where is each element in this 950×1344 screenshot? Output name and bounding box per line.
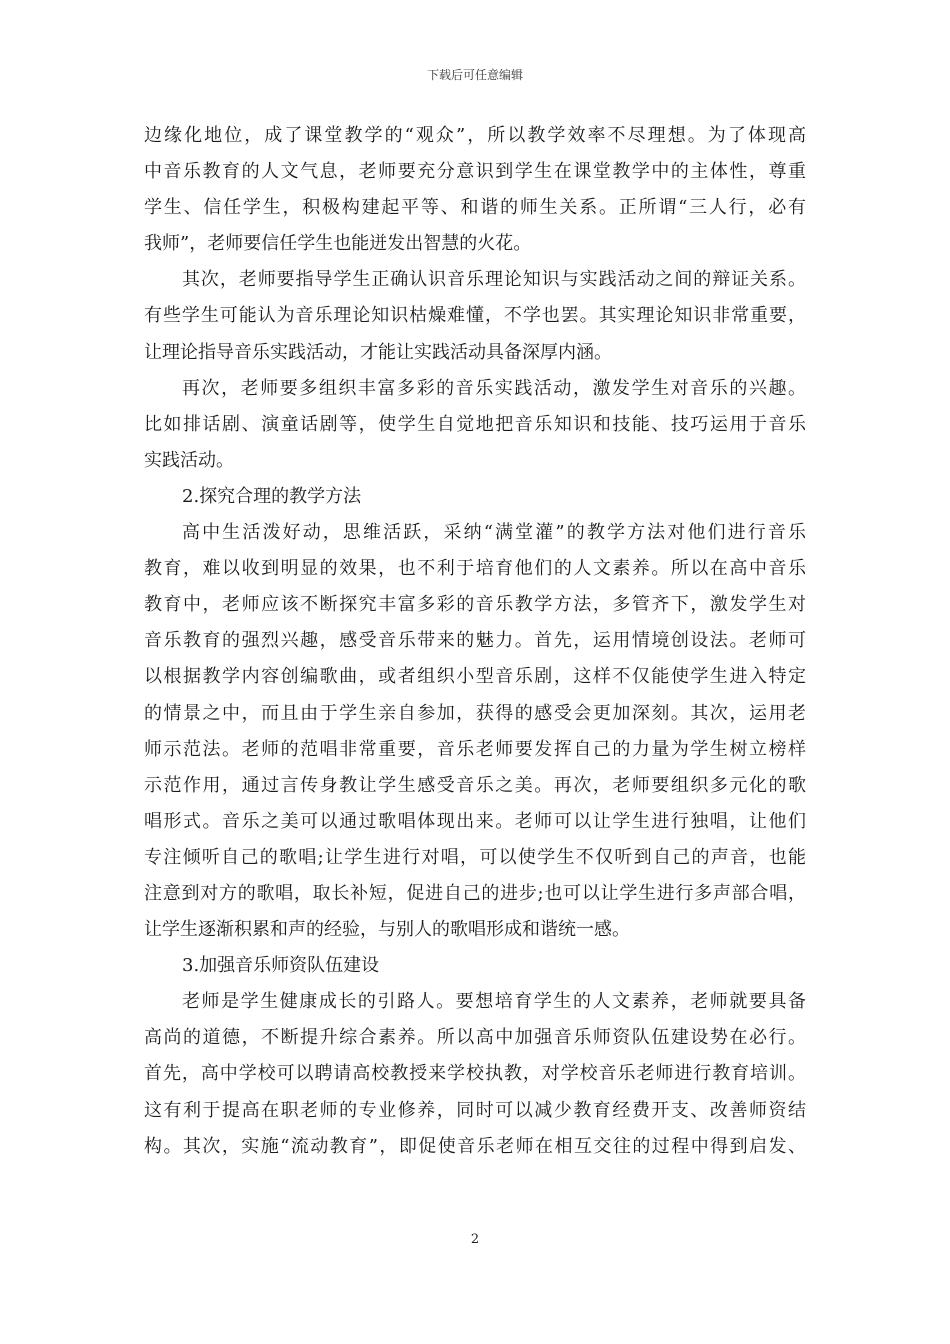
- text-line: 教育中，老师应该不断探究丰富多彩的音乐教学方法，多管齐下，激发学生对: [144, 594, 806, 616]
- text-line: 以根据教学内容创编歌曲，或者组织小型音乐剧，这样不仅能使学生进入特定: [144, 666, 806, 688]
- body-text: [144, 118, 806, 1165]
- text-line: 专注倾听自己的歌唱;让学生进行对唱，可以使学生不仅听到自己的声音，也能: [144, 846, 806, 868]
- text-line: 边缘化地位，成了课堂教学的“观众”，所以教学效率不尽理想。为了体现高: [144, 125, 806, 146]
- text-line: 唱形式。音乐之美可以通过歌唱体现出来。老师可以让学生进行独唱，让他们: [144, 810, 806, 832]
- text-line: 实践活动。: [144, 449, 234, 471]
- text-line: 再次，老师要多组织丰富多彩的音乐实践活动，激发学生对音乐的兴趣。: [182, 377, 806, 399]
- text-line: 老师是学生健康成长的引路人。要想培育学生的人文素养，老师就要具备: [182, 991, 806, 1013]
- section-heading: 2.探究合理的教学方法: [182, 485, 362, 507]
- text-line: 教育，难以收到明显的效果，也不利于培育他们的人文素养。所以在高中音乐: [144, 558, 806, 580]
- text-line: 师示范法。老师的范唱非常重要，音乐老师要发挥自己的力量为学生树立榜样: [144, 738, 806, 760]
- section-heading: 3.加强音乐师资队伍建设: [182, 955, 380, 977]
- page-header: 下载后可任意编辑: [426, 68, 523, 82]
- text-line: 的情景之中，而且由于学生亲自参加，获得的感受会更加深刻。其次，运用老: [144, 702, 806, 724]
- text-line: 构。其次，实施“流动教育”，即促使音乐老师在相互交往的过程中得到启发、: [144, 1135, 806, 1157]
- text-line: 首先，高中学校可以聘请高校教授来学校执教，对学校音乐老师进行教育培训。: [144, 1063, 806, 1085]
- text-line: 其次，老师要指导学生正确认识音乐理论知识与实践活动之间的辩证关系。: [182, 269, 806, 291]
- text-line: 我师”，老师要信任学生也能迸发出智慧的火花。: [144, 233, 532, 255]
- text-line: 高尚的道德，不断提升综合素养。所以高中加强音乐师资队伍建设势在必行。: [144, 1027, 806, 1049]
- text-line: 示范作用，通过言传身教让学生感受音乐之美。再次，老师要组织多元化的歌: [144, 774, 806, 796]
- text-line: 有些学生可能认为音乐理论知识枯燥难懂，不学也罢。其实理论知识非常重要，: [144, 305, 806, 327]
- text-line: 音乐教育的强烈兴趣，感受音乐带来的魅力。首先，运用情境创设法。老师可: [144, 630, 806, 652]
- text-line: 中音乐教育的人文气息，老师要充分意识到学生在课堂教学中的主体性，尊重: [144, 161, 806, 183]
- text-line: 学生、信任学生，积极构建起平等、和谐的师生关系。正所谓“三人行，必有: [144, 197, 806, 219]
- text-line: 高中生活泼好动，思维活跃，采纳“满堂灌”的教学方法对他们进行音乐: [182, 522, 806, 544]
- page-number: 2: [470, 1232, 480, 1247]
- text-line: 这有利于提高在职老师的专业修养，同时可以减少教育经费开支、改善师资结: [144, 1099, 806, 1121]
- text-line: 比如排话剧、演童话剧等，使学生自觉地把音乐知识和技能、技巧运用于音乐: [144, 413, 806, 435]
- text-line: 让理论指导音乐实践活动，才能让实践活动具备深厚内涵。: [144, 341, 612, 363]
- text-line: 让学生逐渐积累和声的经验，与别人的歌唱形成和谐统一感。: [144, 919, 630, 941]
- text-line: 注意到对方的歌唱，取长补短，促进自己的进步;也可以让学生进行多声部合唱，: [144, 882, 806, 904]
